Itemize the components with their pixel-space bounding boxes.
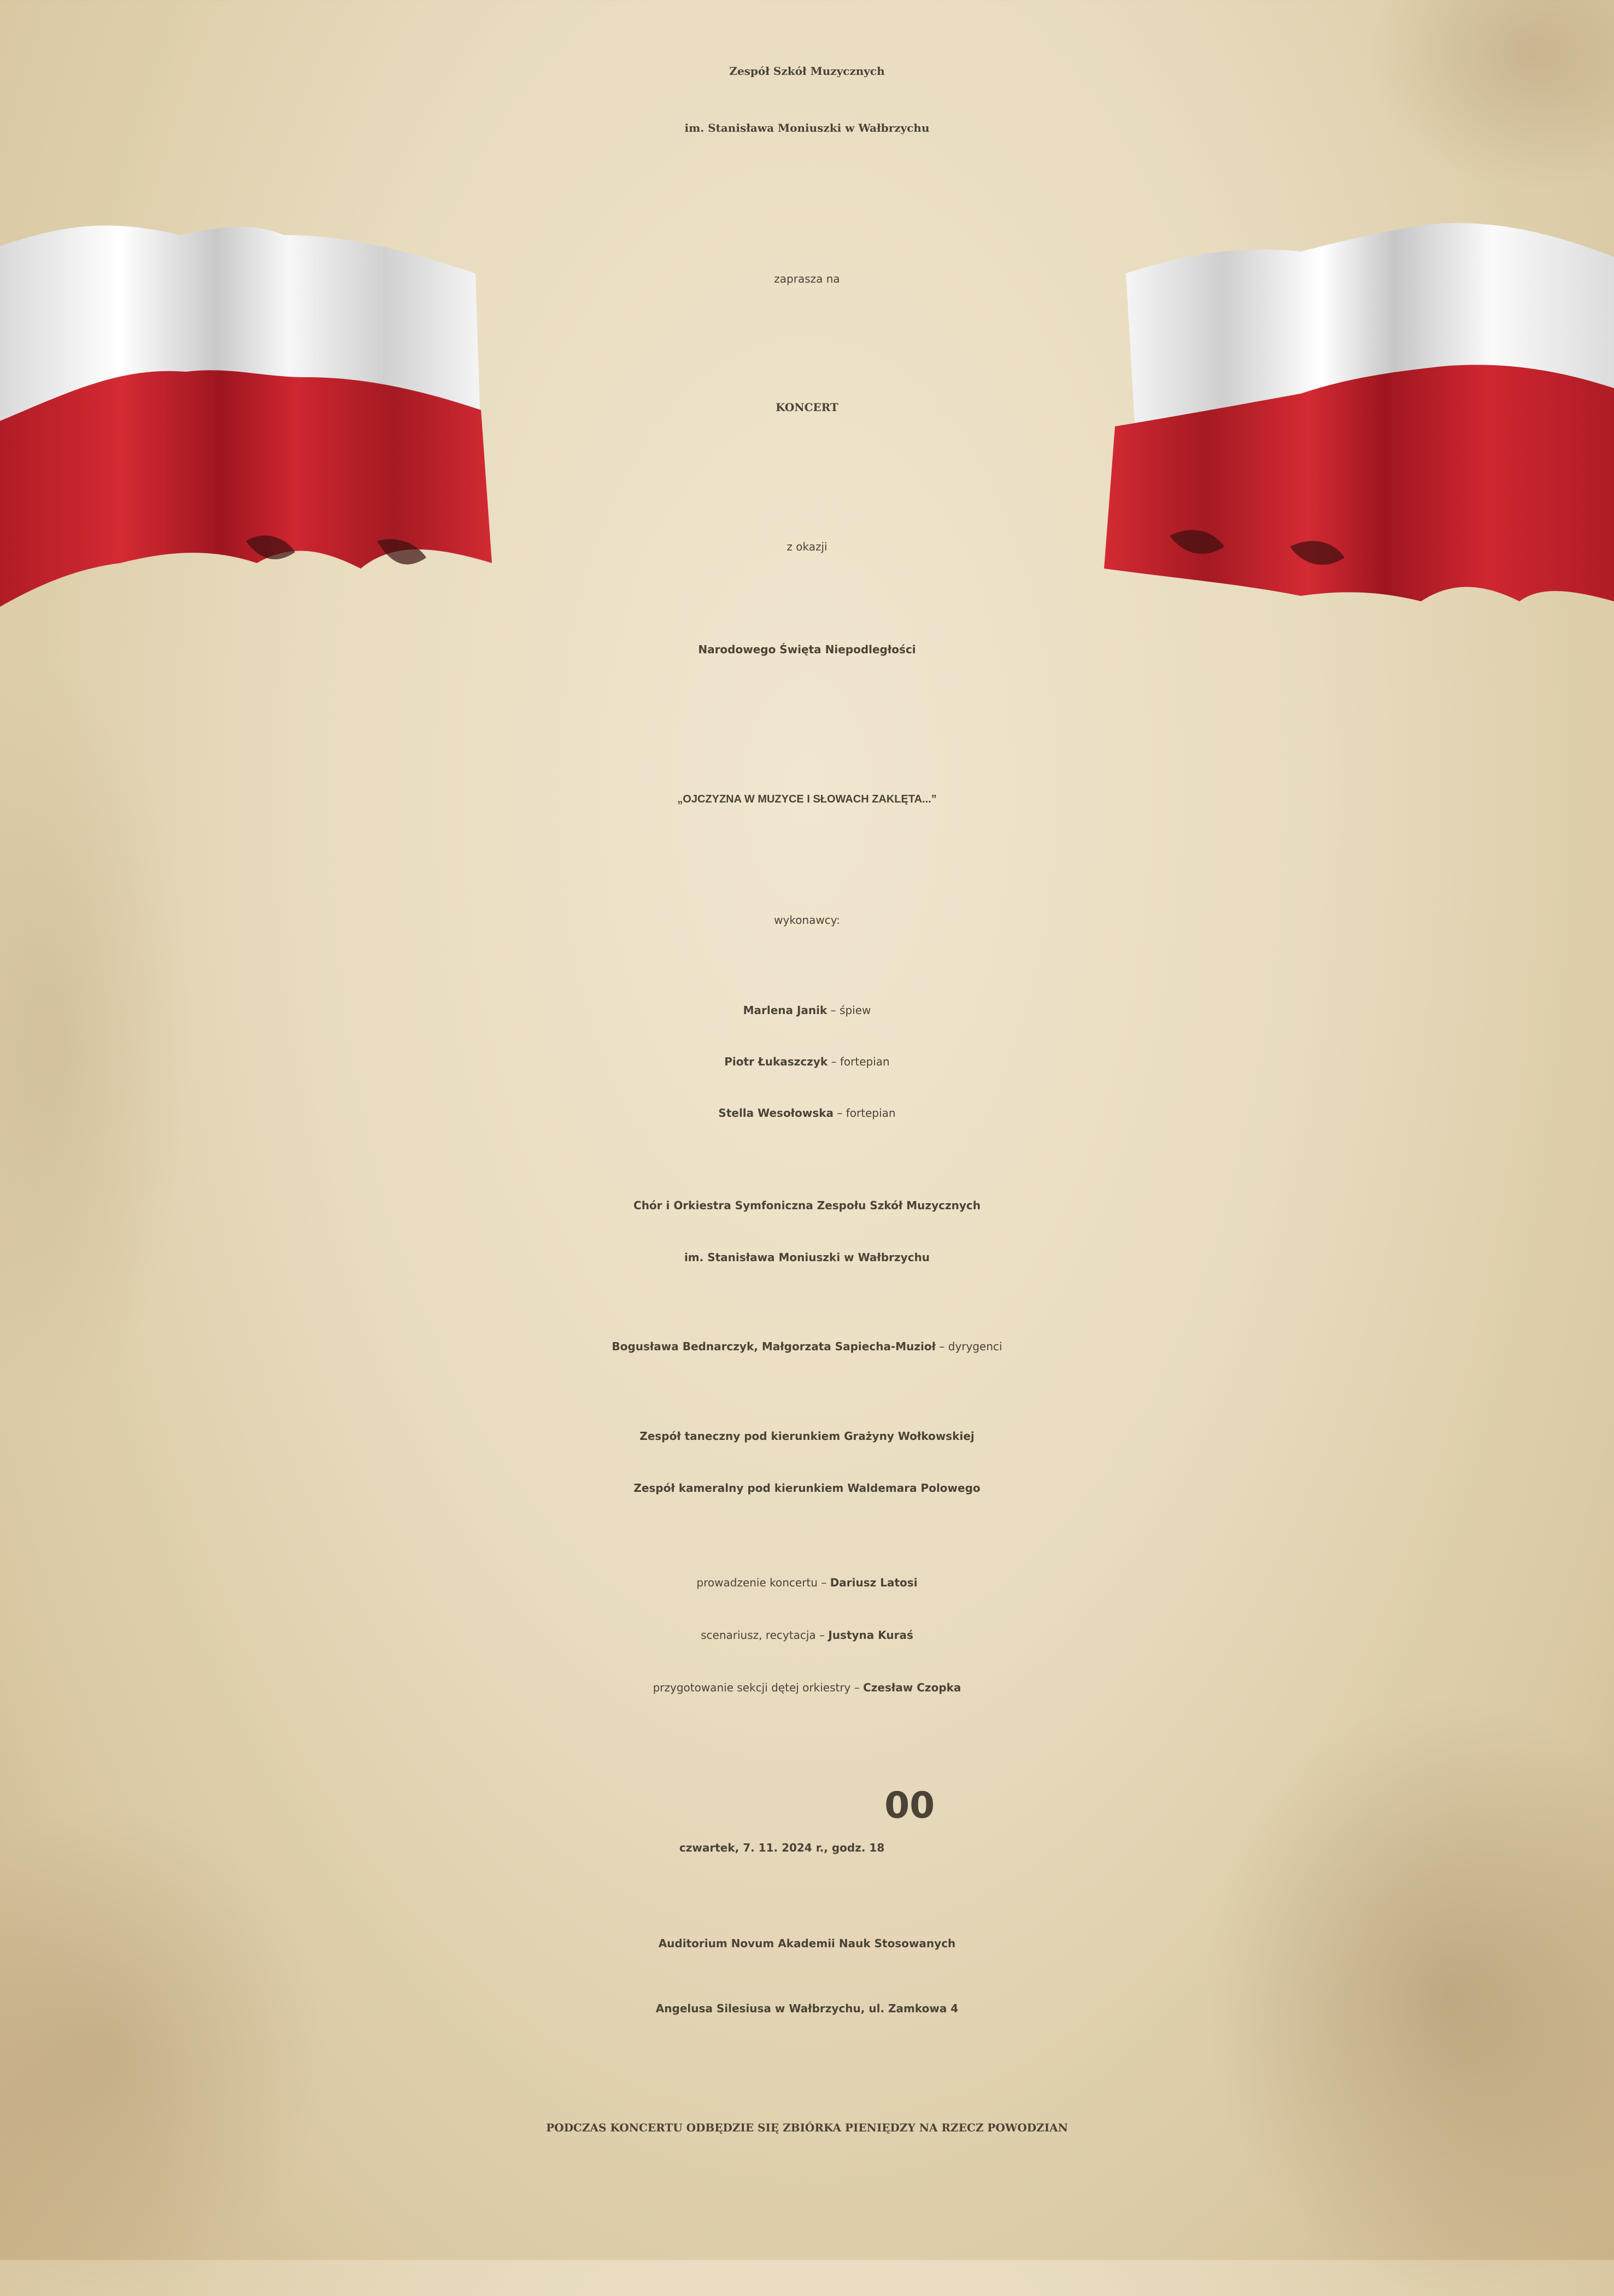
credit-line: [0, 1682, 1614, 1693]
soloist-role: – fortepian: [834, 1106, 896, 1120]
school-name-line2: im. Stanisława Moniuszki w Wałbrzychu: [684, 121, 930, 134]
soloist-name: Piotr Łukaszczyk: [724, 1055, 828, 1068]
paper-stain: [1366, 0, 1614, 191]
invite-text: zaprasza na: [774, 272, 840, 285]
school-name-line1: Zespół Szkół Muzycznych: [729, 65, 885, 78]
paper-stain: [0, 656, 191, 1421]
paper-stain: [0, 1804, 328, 2296]
event-date-text: czwartek, 7. 11. 2024 r., godz. 18: [679, 1841, 885, 1854]
fundraiser-note: PODCZAS KONCERTU ODBĘDZIE SIĘ ZBIÓRKA PIENIĘDZY NA RZECZ POWODZIAN: [546, 2121, 1068, 2134]
soloist-name: Stella Wesołowska: [718, 1106, 834, 1120]
credit-role: prowadzenie koncertu –: [696, 1576, 830, 1589]
credit-line: [0, 1577, 1614, 1588]
ensemble-line1: Chór i Orkiestra Symfoniczna Zespołu Szkół Muzycznych: [633, 1199, 981, 1212]
credit-role: przygotowanie sekcji dętej orkiestry –: [653, 1681, 864, 1694]
credit-role: scenariusz, recytacja –: [701, 1629, 829, 1642]
soloist-line: [0, 1005, 1614, 1016]
conductors-line: [0, 1341, 1614, 1352]
page-title: KONCERT: [776, 401, 838, 414]
soloist-role: – śpiew: [827, 1004, 871, 1017]
venue-line1: Auditorium Novum Akademii Nauk Stosowanych: [658, 1937, 956, 1950]
soloist-role: – fortepian: [827, 1055, 890, 1068]
dance-group-line: Zespół taneczny pod kierunkiem Grażyny Wołkowskiej: [639, 1430, 975, 1443]
soloist-line: [0, 1056, 1614, 1067]
credit-name: Justyna Kuraś: [828, 1629, 913, 1642]
holiday-name: Narodowego Święta Niepodległości: [698, 643, 916, 656]
credit-line: [0, 1630, 1614, 1641]
event-time-minutes: 00: [884, 1784, 935, 1826]
polish-flag-right-icon: [1104, 208, 1614, 623]
event-date: [0, 1784, 1614, 1854]
occasion-text: z okazji: [787, 540, 827, 553]
paper-stain: [1202, 1695, 1614, 2296]
credit-name: Dariusz Latosi: [830, 1576, 918, 1589]
venue-line2: Angelusa Silesiusa w Wałbrzychu, ul. Zamkowa 4: [655, 2002, 959, 2015]
performers-label: wykonawcy:: [774, 913, 840, 927]
concert-motto: „OJCZYZNA W MUZYCE I SŁOWACH ZAKLĘTA...”: [677, 793, 937, 805]
soloist-name: Marlena Janik: [743, 1004, 827, 1017]
conductor-role: – dyrygenci: [936, 1340, 1002, 1353]
chamber-group-line: Zespół kameralny pod kierunkiem Waldemara Polowego: [633, 1481, 981, 1495]
ensemble-line2: im. Stanisława Moniuszki w Wałbrzychu: [684, 1251, 930, 1264]
soloist-line: [0, 1108, 1614, 1118]
credit-name: Czesław Czopka: [863, 1681, 961, 1694]
conductor-names: Bogusława Bednarczyk, Małgorzata Sapiecha-Muzioł: [612, 1340, 936, 1353]
